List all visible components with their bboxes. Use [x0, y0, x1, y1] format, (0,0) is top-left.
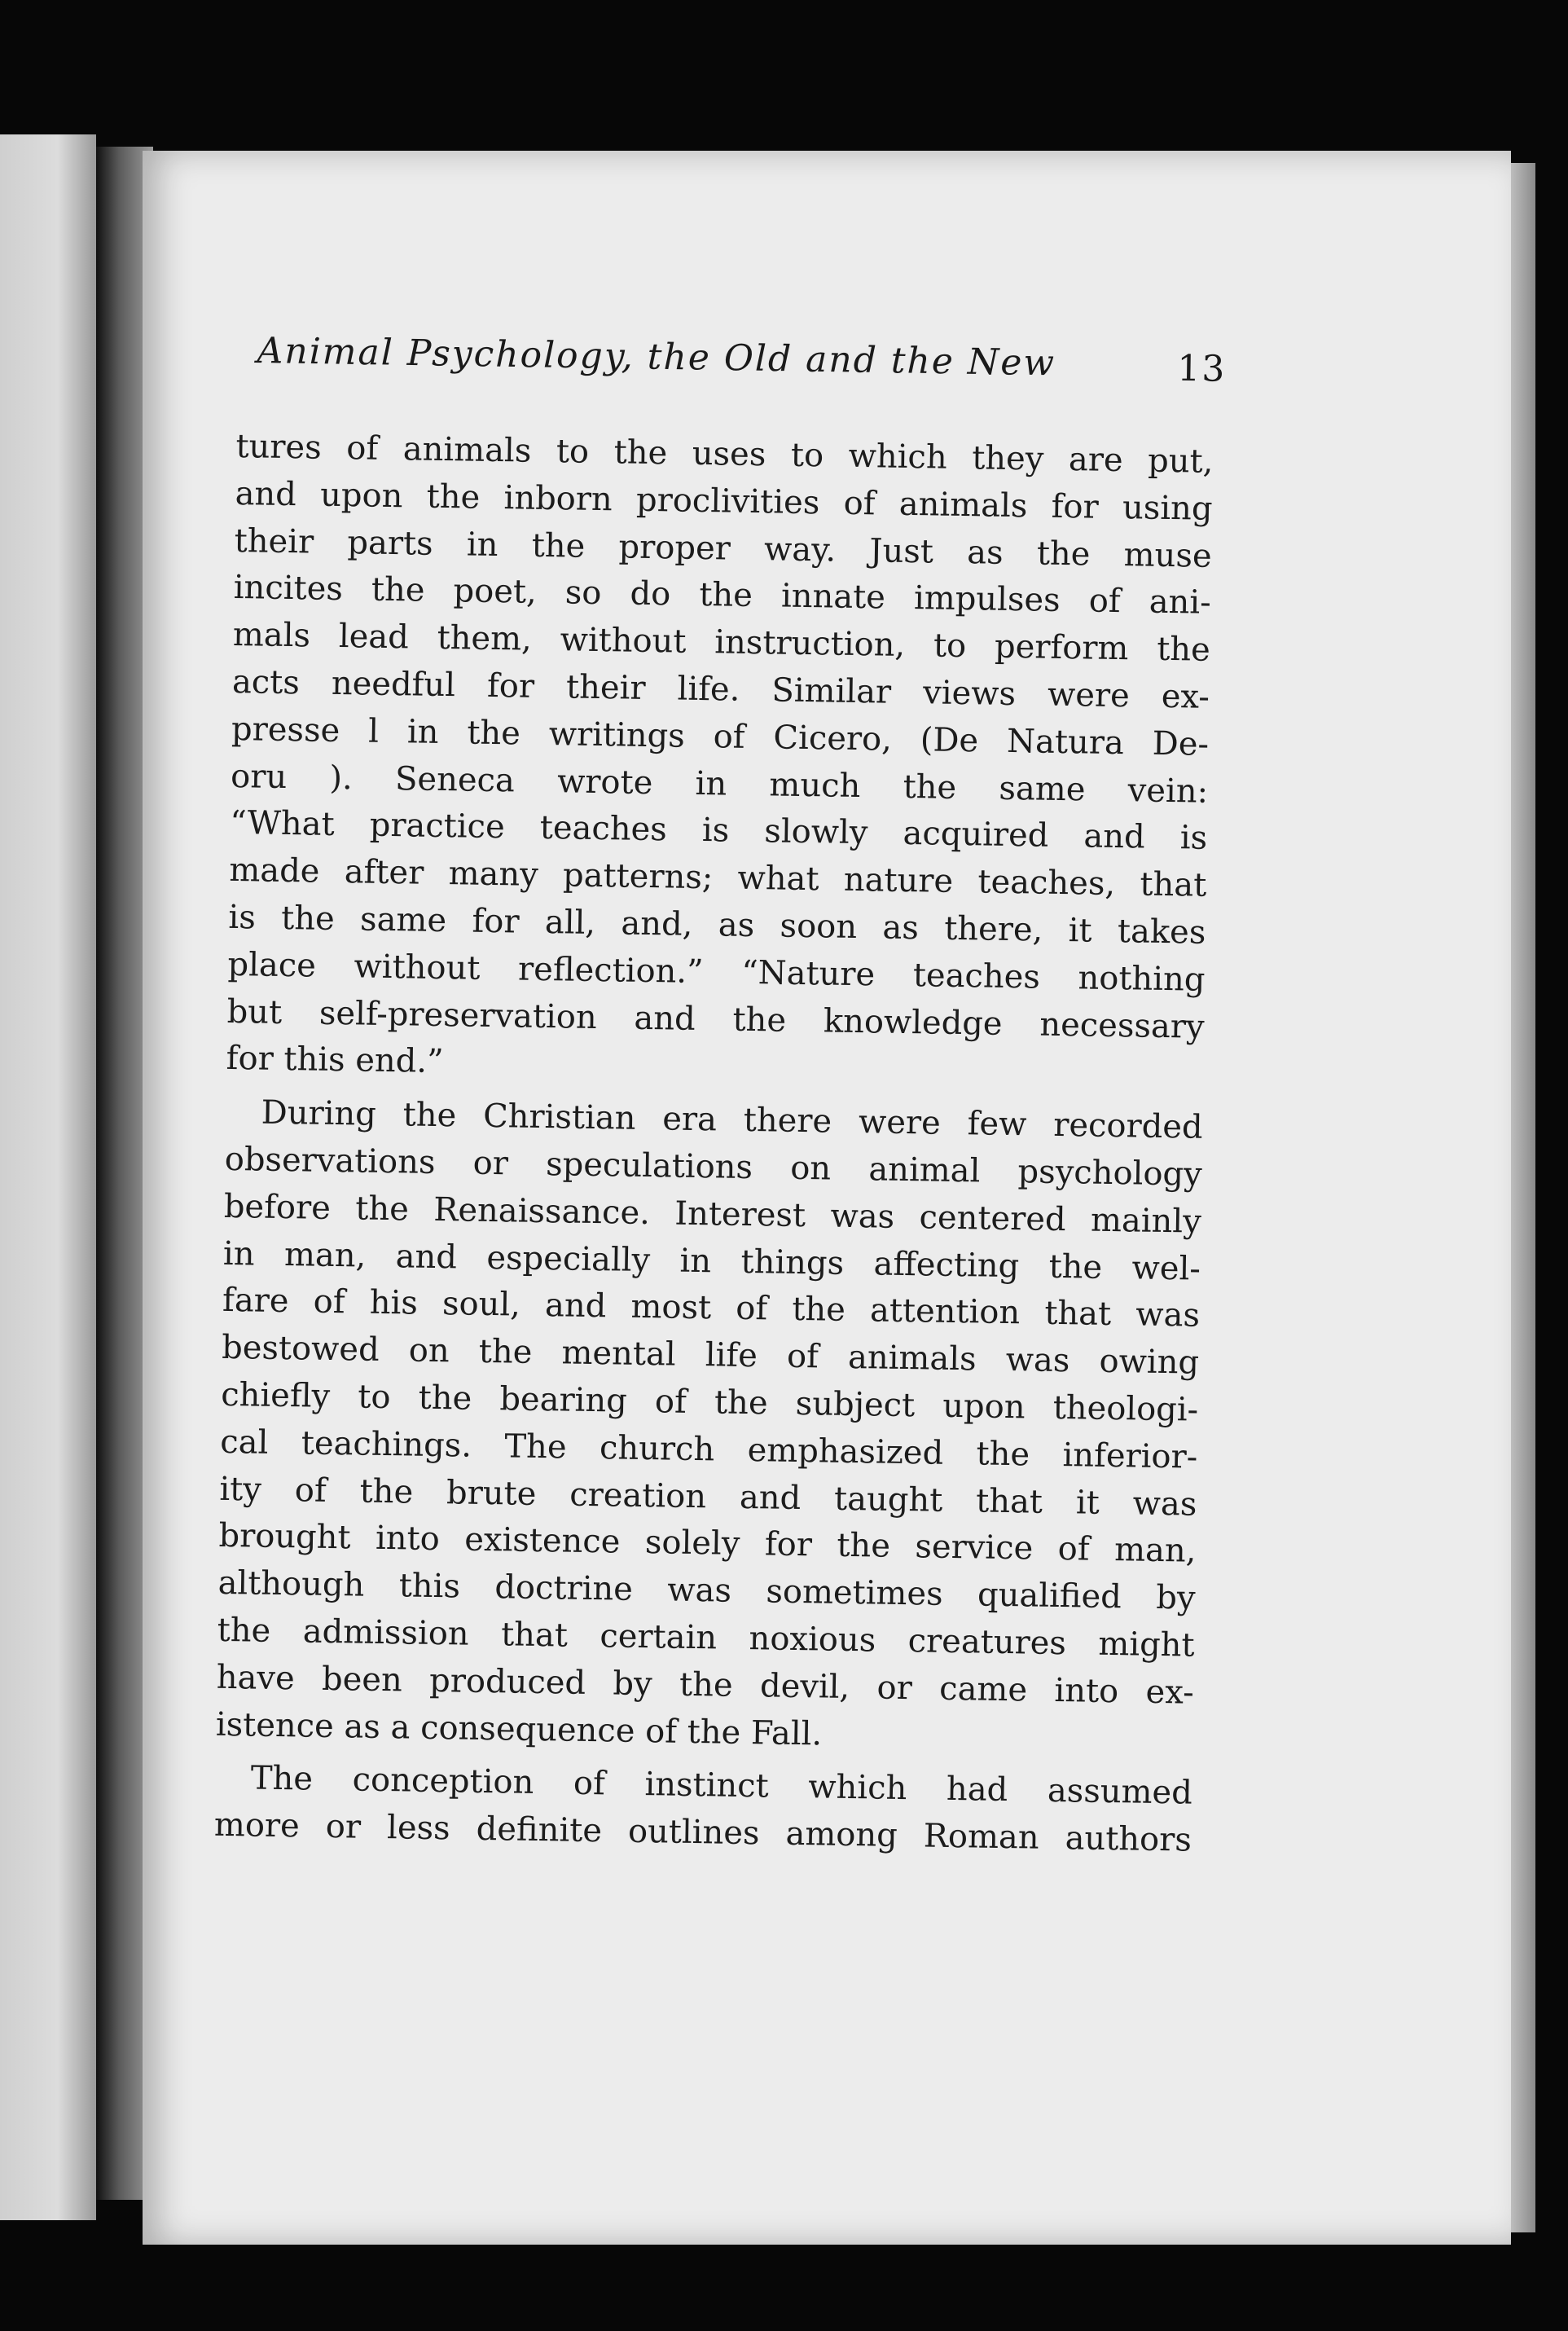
text-line: their parts in the proper way. Just as the muse [234, 521, 1212, 575]
paragraph [214, 1755, 1193, 1864]
text-line: During the Christian era there were few recorded [261, 1093, 1203, 1146]
text-line: more or less definite outlines among Roman authors [213, 1805, 1192, 1859]
text-line: although this doctrine was sometimes qualified by [217, 1564, 1196, 1617]
paragraph [215, 1089, 1203, 1764]
text-line: incites the poet, so do the innate impulses of ani- [233, 569, 1212, 622]
text-line: istence as a consequence of the Fall. [215, 1705, 823, 1753]
text-line: “What practice teaches is slowly acquired and is [229, 804, 1208, 858]
text-line: oru ). Seneca wrote in much the same vein: [230, 757, 1209, 811]
text-line: place without reflection.” “Nature teaches nothing [227, 945, 1206, 999]
text-line: but self-preservation and the knowledge necessary [226, 992, 1205, 1046]
adjacent-left-page [0, 134, 96, 2220]
text-line: fare of his soul, and most of the attention that was [222, 1282, 1201, 1335]
text-line: tures of animals to the uses to which they are put, [235, 427, 1214, 481]
text-line: is the same for all, and, as soon as there, it takes [228, 898, 1206, 952]
text-line: have been produced by the devil, or came into ex- [216, 1658, 1195, 1712]
page-number: 13 [1176, 347, 1227, 390]
text-line: the admission that certain noxious creatures might [217, 1611, 1195, 1665]
text-line: acts needful for their life. Similar views were ex- [231, 662, 1210, 716]
text-line: before the Renaissance. Interest was centered mainly [223, 1187, 1202, 1241]
text-line: in man, and especially in things affecting the wel- [222, 1234, 1201, 1288]
body-text [214, 424, 1214, 1865]
text-line: cal teachings. The church emphasized the inferior- [220, 1423, 1198, 1476]
text-line: The conception of instinct which had assumed [250, 1759, 1193, 1812]
paragraph [226, 424, 1214, 1098]
text-line: chiefly to the bearing of the subject upon theologi- [220, 1375, 1199, 1429]
text-line: bestowed on the mental life of animals was owing [221, 1329, 1200, 1382]
running-head: Animal Psychology, the Old and the New [257, 330, 1056, 385]
page-edge [1511, 163, 1535, 2232]
text-line: presse l in the writings of Cicero, (De Natura De- [231, 710, 1210, 763]
text-line: ity of the brute creation and taught that it was [219, 1470, 1197, 1524]
text-line: and upon the inborn proclivities of animals for using [235, 474, 1213, 528]
text-line: for this end.” [226, 1040, 444, 1081]
text-line: mals lead them, without instruction, to perform the [232, 616, 1211, 670]
text-line: made after many patterns; what nature teaches, that [229, 851, 1207, 904]
text-line: brought into existence solely for the service of man, [218, 1517, 1197, 1571]
text-line: observations or speculations on animal psychology [224, 1140, 1203, 1194]
